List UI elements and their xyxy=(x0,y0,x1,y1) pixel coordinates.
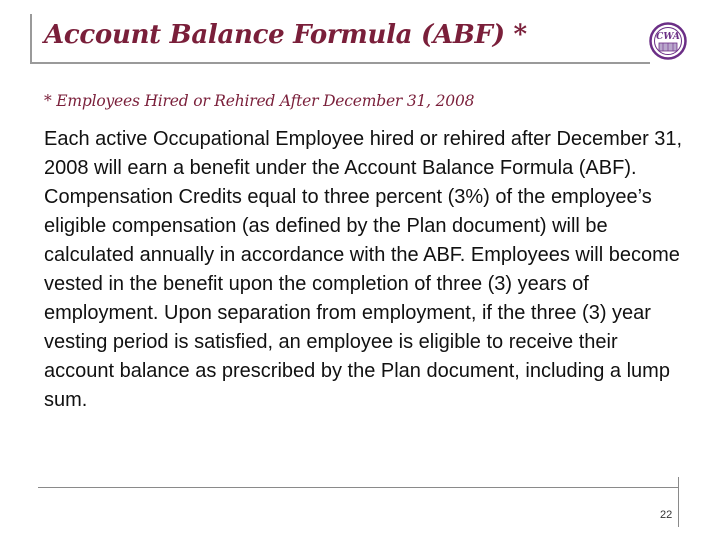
title-left-rule xyxy=(30,14,32,64)
slide-subtitle: * Employees Hired or Rehired After December 31, 2008 xyxy=(44,92,475,110)
page-number: 22 xyxy=(660,509,673,521)
footer-rule xyxy=(38,487,678,488)
body-paragraph: Each active Occupational Employee hired or rehired after December 31, 2008 will earn a benefit under the Account Balance Formula (ABF). Compensation Credits equal to three percent (3%) of the employee’s eligible compensation (as defined by the Plan document) will be calculated annually in accordance with the ABF. Employees will become vested in the benefit upon the completion of three (3) years of employment. Upon separation from employment, if the three (3) year vesting period is satisfied, an employee is eligible to receive their account balance as prescribed by the Plan document, including a lump sum. xyxy=(44,128,683,411)
title-underline-rule xyxy=(30,62,650,64)
slide-title: Account Balance Formula (ABF) * xyxy=(44,20,527,50)
cwa-logo xyxy=(649,22,687,60)
svg-text:CWA: CWA xyxy=(656,32,680,42)
footer-right-rule xyxy=(678,477,679,527)
